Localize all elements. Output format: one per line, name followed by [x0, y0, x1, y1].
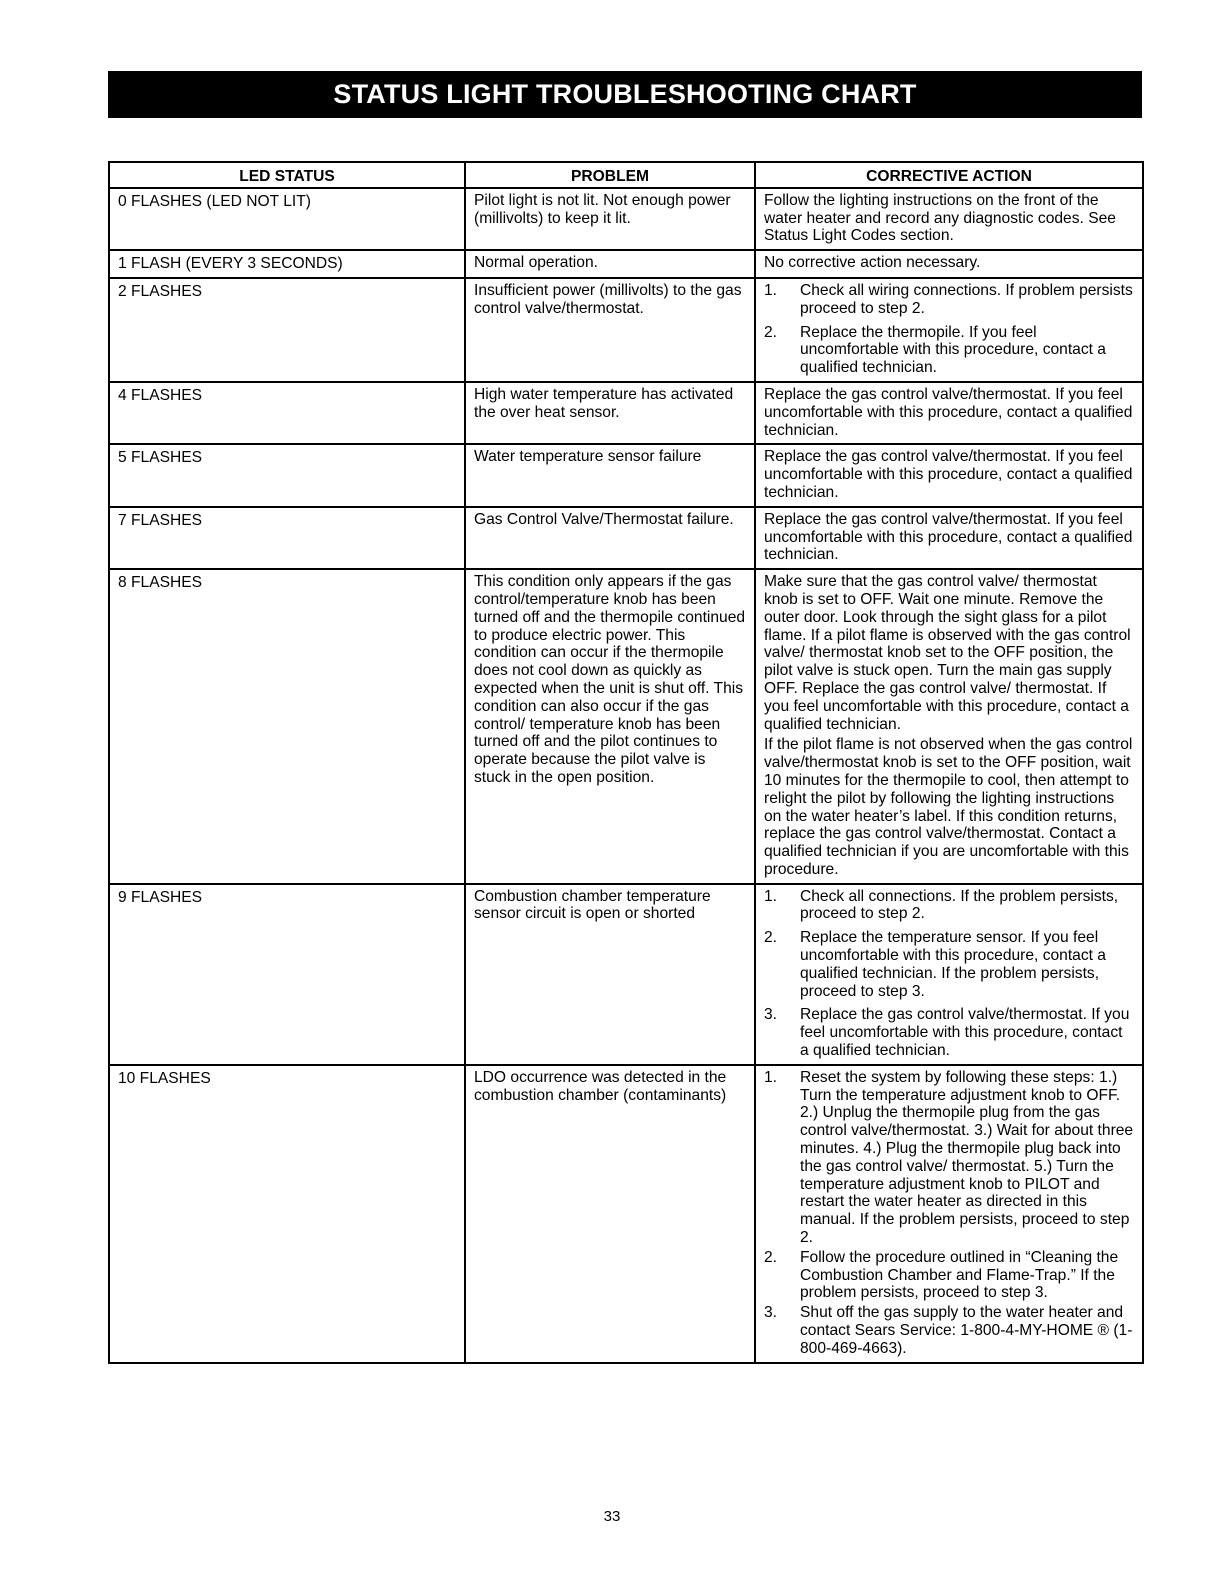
problem-cell: Insufficient power (millivolts) to the gas control valve/thermostat. — [465, 278, 755, 382]
action-steps — [764, 282, 1134, 377]
step-number: 2. — [764, 929, 778, 947]
led-status-cell: 5 FLASHES — [109, 444, 465, 506]
problem-cell: This condition only appears if the gas control/temperature knob has been turned off and the thermopile continued to produce electric power. This condition can occur if the thermopile does not cool down as quickly as expected when the unit is shut off. This condition can also occur if the gas control/ temperature knob has been turned off and the pilot continues to operate because the pilot valve is stuck in the open position. — [465, 569, 755, 884]
led-status-cell: 2 FLASHES — [109, 278, 465, 382]
led-status-cell: 0 FLASHES (LED NOT LIT) — [109, 188, 465, 250]
action-step — [764, 282, 1134, 318]
action-paragraph: If the pilot flame is not observed when the gas control valve/thermostat knob is set to the OFF position, wait 10 minutes for the thermopile to cool, then attempt to relight the pilot by following the lighting instructions on the water heater’s label. If this condition returns, replace the gas control valve/thermostat. Contact a qualified technician if you are uncomfortable with this procedure. — [764, 736, 1133, 878]
step-number: 2. — [764, 323, 778, 341]
corrective-action-cell — [755, 188, 1143, 250]
table-row — [109, 884, 1143, 1065]
table-header-row — [109, 162, 1143, 188]
table-row — [109, 1065, 1143, 1363]
action-step — [764, 1069, 1134, 1247]
action-steps — [764, 1069, 1134, 1358]
action-paragraph: Replace the gas control valve/thermostat. If you feel uncomfortable with this procedure, contact a qualified technician. — [764, 448, 1133, 501]
corrective-action-cell — [755, 250, 1143, 278]
troubleshooting-table — [108, 161, 1144, 1364]
action-step — [764, 324, 1134, 377]
step-number: 1. — [764, 887, 778, 905]
table-row — [109, 188, 1143, 250]
table-row — [109, 507, 1143, 569]
corrective-action-cell — [755, 444, 1143, 506]
problem-cell: LDO occurrence was detected in the combustion chamber (contaminants) — [465, 1065, 755, 1363]
action-paragraph: Make sure that the gas control valve/ thermostat knob is set to OFF. Wait one minute. Remove the outer door. Look through the sight glass for a pilot flame. If a pilot flame is observed with the gas control valve/ thermostat knob set to the OFF position, the pilot valve is stuck open. Turn the main gas supply OFF. Replace the gas control valve/ thermostat. If you feel uncomfortable with this procedure, contact a qualified technician. — [764, 573, 1131, 733]
step-text: Reset the system by following these steps: 1.) Turn the temperature adjustment knob to OFF. 2.) Unplug the thermopile plug from the gas control valve/thermostat. 3.) Wait for about three minutes. 4.) Plug the thermopile plug back into the gas control valve/ thermostat. 5.) Turn the temperature adjustment knob to PILOT and restart the water heater as directed in this manual. If the problem persists, proceed to step 2. — [800, 1068, 1134, 1247]
table-row — [109, 250, 1143, 278]
chart-title-banner — [108, 71, 1142, 118]
corrective-action-cell — [755, 278, 1143, 382]
action-step — [764, 1304, 1134, 1357]
table-row — [109, 278, 1143, 382]
step-number: 3. — [764, 1304, 778, 1322]
action-paragraph: Replace the gas control valve/thermostat. If you feel uncomfortable with this procedure, contact a qualified technician. — [764, 385, 1133, 439]
table-row — [109, 444, 1143, 506]
problem-cell: Pilot light is not lit. Not enough power (millivolts) to keep it lit. — [465, 188, 755, 250]
step-text: Check all wiring connections. If problem persists proceed to step 2. — [800, 281, 1133, 317]
corrective-action-cell — [755, 382, 1143, 444]
led-status-cell: 8 FLASHES — [109, 569, 465, 884]
action-step — [764, 888, 1134, 924]
table-row — [109, 569, 1143, 884]
led-status-cell: 1 FLASH (EVERY 3 SECONDS) — [109, 250, 465, 278]
step-number: 1. — [764, 281, 778, 299]
action-step — [764, 1249, 1134, 1302]
led-status-cell: 10 FLASHES — [109, 1065, 465, 1363]
problem-cell: High water temperature has activated the over heat sensor. — [465, 382, 755, 444]
corrective-action-cell — [755, 569, 1143, 884]
step-text: Shut off the gas supply to the water heater and contact Sears Service: 1-800-4-MY-HOME ® (1-800-469-4663). — [800, 1304, 1133, 1357]
action-paragraph: No corrective action necessary. — [764, 254, 981, 272]
step-text: Follow the procedure outlined in “Cleaning the Combustion Chamber and Flame-Trap.” If the problem persists, proceed to step 3. — [800, 1248, 1119, 1302]
chart-title: STATUS LIGHT TROUBLESHOOTING CHART — [333, 79, 917, 109]
action-paragraph: Replace the gas control valve/thermostat. If you feel uncomfortable with this procedure, contact a qualified technician. — [764, 510, 1133, 564]
action-step — [764, 929, 1134, 1000]
problem-cell: Combustion chamber temperature sensor circuit is open or shorted — [465, 884, 755, 1065]
corrective-action-cell — [755, 1065, 1143, 1363]
action-steps — [764, 888, 1134, 1060]
led-status-cell: 4 FLASHES — [109, 382, 465, 444]
led-status-cell: 7 FLASHES — [109, 507, 465, 569]
page-number: 33 — [603, 1508, 621, 1525]
step-text: Replace the thermopile. If you feel uncomfortable with this procedure, contact a qualified technician. — [800, 323, 1106, 377]
corrective-action-cell — [755, 884, 1143, 1065]
step-text: Replace the gas control valve/thermostat. If you feel uncomfortable with this procedure, contact a qualified technician. — [800, 1006, 1130, 1060]
problem-cell: Gas Control Valve/Thermostat failure. — [465, 507, 755, 569]
step-text: Check all connections. If the problem persists, proceed to step 2. — [800, 887, 1119, 923]
table-row — [109, 382, 1143, 444]
corrective-action-cell — [755, 507, 1143, 569]
led-status-cell: 9 FLASHES — [109, 884, 465, 1065]
problem-cell: Normal operation. — [465, 250, 755, 278]
action-paragraph: Follow the lighting instructions on the front of the water heater and record any diagnostic codes. See Status Light Codes section. — [764, 191, 1116, 245]
action-step — [764, 1006, 1134, 1059]
header-led-status: LED STATUS — [109, 162, 465, 188]
step-number: 3. — [764, 1006, 778, 1024]
header-corrective-action: CORRECTIVE ACTION — [755, 162, 1143, 188]
problem-cell: Water temperature sensor failure — [465, 444, 755, 506]
header-problem: PROBLEM — [465, 162, 755, 188]
step-number: 2. — [764, 1248, 778, 1266]
step-text: Replace the temperature sensor. If you feel uncomfortable with this procedure, contact a qualified technician. If the problem persists, proceed to step 3. — [800, 929, 1106, 1000]
step-number: 1. — [764, 1068, 778, 1086]
